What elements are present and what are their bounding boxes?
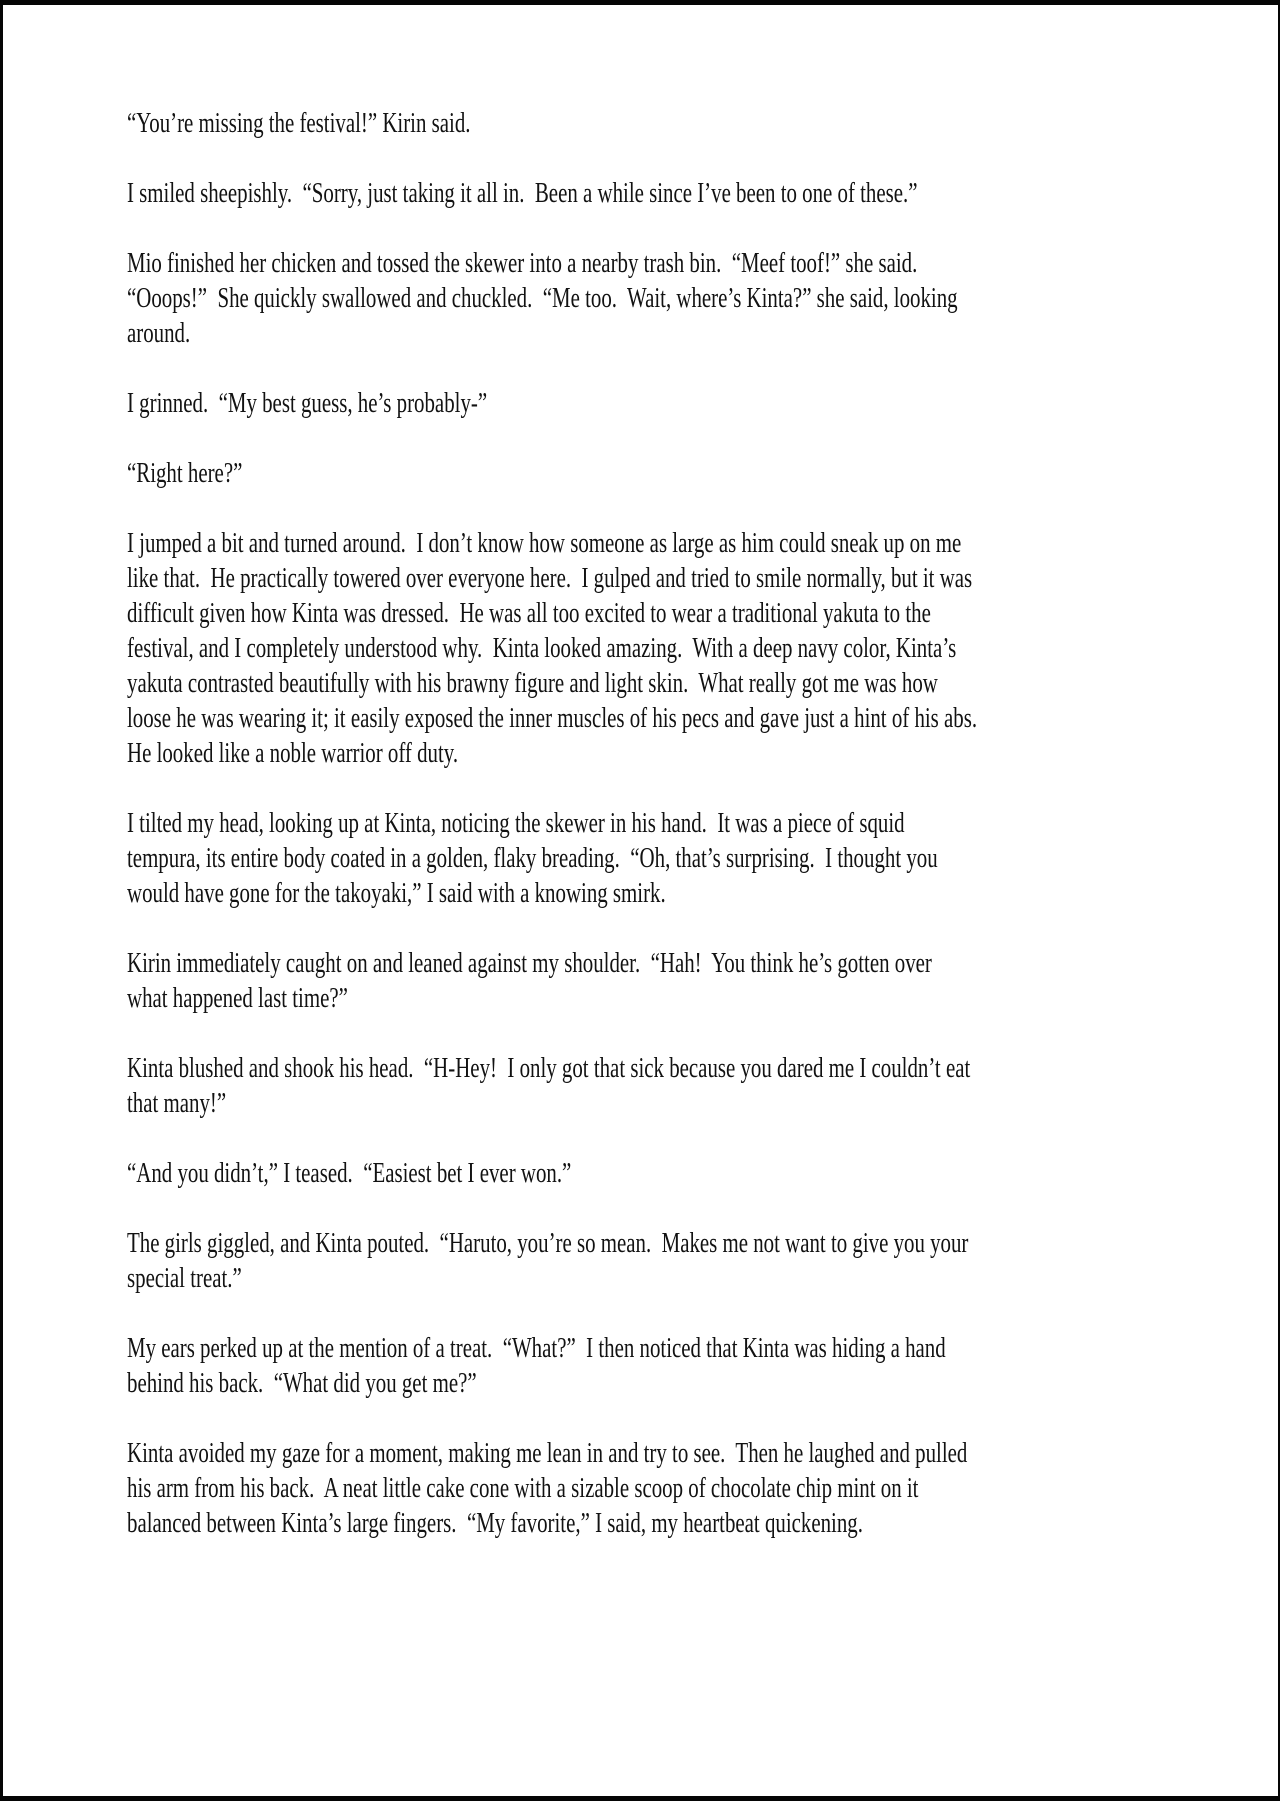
paragraph [127,176,1137,211]
text-line: “And you didn’t,” I teased. “Easiest bet I ever won.” [127,1157,572,1189]
text-line: Kinta avoided my gaze for a moment, making me lean in and try to see. Then he laughed and pulled [127,1437,968,1469]
paragraph [127,246,1137,351]
text-line: “You’re missing the festival!” Kirin said. [127,107,471,139]
paragraph [127,1051,1137,1121]
paragraph [127,106,1137,141]
text-line: that many!” [127,1087,227,1119]
paragraph [127,946,1137,1016]
text-line: The girls giggled, and Kinta pouted. “Haruto, you’re so mean. Makes me not want to give you your [127,1227,969,1259]
text-line: yakuta contrasted beautifully with his brawny figure and light skin. What really got me was how [127,667,938,699]
text-line: “Right here?” [127,457,243,489]
text-line: difficult given how Kinta was dressed. He was all too excited to wear a traditional yakuta to the [127,597,931,629]
text-line: like that. He practically towered over everyone here. I gulped and tried to smile normally, but it was [127,562,973,594]
story-text [127,106,1137,1541]
text-line: “Ooops!” She quickly swallowed and chuckled. “Me too. Wait, where’s Kinta?” she said, looking [127,282,958,314]
text-line: My ears perked up at the mention of a treat. “What?” I then noticed that Kinta was hiding a hand [127,1332,946,1364]
text-line: loose he was wearing it; it easily exposed the inner muscles of his pecs and gave just a hint of his abs. [127,702,978,734]
paragraph [127,456,1137,491]
text-line: behind his back. “What did you get me?” [127,1367,477,1399]
text-line: I smiled sheepishly. “Sorry, just taking it all in. Been a while since I’ve been to one of these.” [127,177,918,209]
text-line: He looked like a noble warrior off duty. [127,737,459,769]
text-line: would have gone for the takoyaki,” I said with a knowing smirk. [127,877,666,909]
text-line: festival, and I completely understood why. Kinta looked amazing. With a deep navy color, Kinta’s [127,632,957,664]
text-line: what happened last time?” [127,982,348,1014]
text-line: Mio finished her chicken and tossed the skewer into a nearby trash bin. “Meef toof!” she said. [127,247,918,279]
text-line: I grinned. “My best guess, he’s probably-” [127,387,488,419]
paragraph [127,386,1137,421]
text-line: around. [127,317,191,349]
text-line: balanced between Kinta’s large fingers. “My favorite,” I said, my heartbeat quickening. [127,1507,863,1539]
paragraph [127,806,1137,911]
paragraph [127,1226,1137,1296]
text-line: special treat.” [127,1262,242,1294]
paragraph [127,1331,1137,1401]
text-line: his arm from his back. A neat little cake cone with a sizable scoop of chocolate chip mint on it [127,1472,919,1504]
paragraph [127,1436,1137,1541]
text-line: Kinta blushed and shook his head. “H-Hey! I only got that sick because you dared me I couldn’t eat [127,1052,971,1084]
paragraph [127,1156,1137,1191]
text-line: tempura, its entire body coated in a golden, flaky breading. “Oh, that’s surprising. I thought you [127,842,938,874]
text-line: Kirin immediately caught on and leaned against my shoulder. “Hah! You think he’s gotten over [127,947,932,979]
paragraph [127,526,1137,771]
text-line: I tilted my head, looking up at Kinta, noticing the skewer in his hand. It was a piece of squid [127,807,905,839]
text-line: I jumped a bit and turned around. I don’t know how someone as large as him could sneak up on me [127,527,962,559]
